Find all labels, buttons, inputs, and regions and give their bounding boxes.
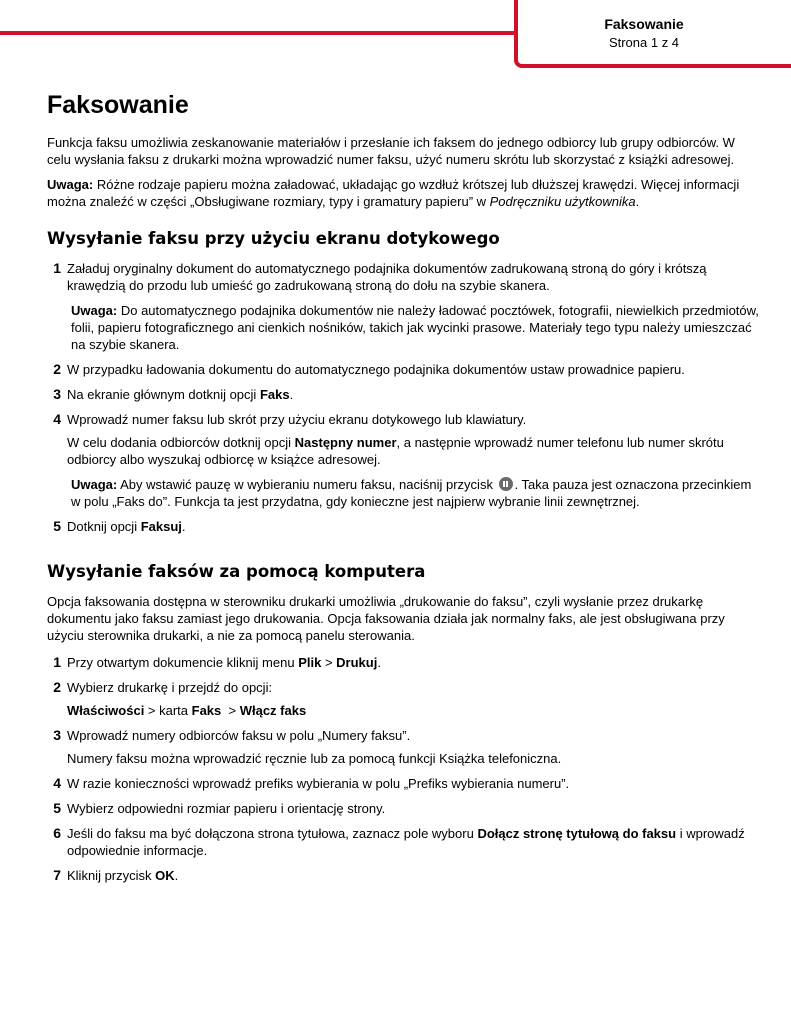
list-item	[47, 654, 759, 671]
step-number: 7	[53, 867, 61, 883]
list-item	[47, 518, 759, 535]
step-text	[67, 518, 759, 535]
note-text: Do automatycznego podajnika dokumentów nie należy ładować pocztówek, fotografii, niewielkich przedmiotów, folii, papieru fotograficznego ani cienkich nośników, takich jak wycinki prasowe. Materiały tego typu należy umieszczać na szybie skanera.	[71, 303, 759, 352]
subtext-pre: W celu dodania odbiorców dotknij opcji	[67, 435, 295, 450]
list-item	[47, 679, 759, 719]
step-text: W przypadku ładowania dokumentu do automatycznego podajnika dokumentów ustaw prowadnice papieru.	[67, 362, 685, 377]
step-note	[67, 476, 759, 510]
menu-drukuj: Drukuj	[336, 655, 378, 670]
step-text: W razie konieczności wprowadź prefiks wybierania w polu „Prefiks wybierania numeru”.	[67, 776, 570, 791]
step-text-pre: Na ekranie głównym dotknij opcji	[67, 387, 260, 402]
step-text-bold: OK	[155, 868, 175, 883]
step-number: 6	[53, 825, 61, 841]
step-number: 2	[53, 361, 61, 377]
intro-paragraph: Funkcja faksu umożliwia zeskanowanie materiałów i przesłanie ich faksem do jednego odbiorcy lub grupy odbiorców. W celu wysłania faksu z drukarki można wprowadzić numer faksu, użyć numeru skrótu lub skorzystać z książki adresowej.	[47, 135, 735, 167]
step-text-post: i wprowadź odpowiednie informacje.	[67, 826, 745, 858]
header-box	[514, 0, 791, 68]
page-title: Faksowanie	[47, 91, 189, 119]
document-body	[47, 88, 759, 892]
note-text-pre: Aby wstawić pauzę w wybieraniu numeru faksu, naciśnij przycisk	[117, 477, 497, 492]
step-text: Wybierz odpowiedni rozmiar papieru i orientację strony.	[67, 801, 386, 816]
header-rule	[0, 31, 517, 35]
step-number: 2	[53, 679, 61, 695]
step-subtext: Numery faksu można wprowadzić ręcznie lub za pomocą funkcji Książka telefoniczna.	[67, 751, 562, 766]
section-touchscreen	[47, 228, 759, 535]
step-number: 4	[53, 775, 61, 791]
step-text	[67, 386, 759, 403]
step-text	[67, 867, 759, 884]
step-text: Załaduj oryginalny dokument do automatycznego podajnika dokumentów zadrukowaną stroną do góry i krótszą krawędzią do przodu lub umieść go zadrukowaną stroną do dołu na szybie skanera.	[67, 261, 707, 293]
path-enable-fax: Włącz faks	[239, 703, 307, 718]
list-item	[47, 386, 759, 403]
header-page-number: Strona 1 z 4	[608, 35, 680, 50]
pause-icon	[499, 477, 513, 491]
step-text-post: .	[377, 655, 381, 670]
path-properties: Właściwości	[67, 703, 145, 718]
list-item	[47, 825, 759, 859]
step-text-bold: Dołącz stronę tytułową do faksu	[477, 826, 677, 841]
subtext-post: , a następnie wprowadź numer telefonu lub numer skrótu odbiorcy albo wyszukaj odbiorcę w książce adresowej.	[67, 435, 724, 467]
step-text-pre: Dotknij opcji	[67, 519, 141, 534]
path-sep-1: > karta	[144, 703, 192, 718]
section-intro: Opcja faksowania dostępna w sterowniku drukarki umożliwia „drukowanie do faksu”, czyli wysłanie przez drukarkę dokumentu jako faksu zamiast jego drukowania. Opcja faksowania działa jak normalny faks, ale jest obsługiwana przy użyciu sterownika drukarki, a nie za pomocą panelu sterowania.	[47, 594, 725, 643]
header-title: Faksowanie	[604, 16, 684, 32]
note-label: Uwaga:	[71, 303, 118, 318]
note-label: Uwaga:	[47, 177, 94, 192]
path-sep-2: >	[221, 703, 240, 718]
note-end: .	[635, 194, 640, 209]
step-text-pre: Jeśli do faksu ma być dołączona strona tytułowa, zaznacz pole wyboru	[67, 826, 478, 841]
step-text-mid: >	[321, 655, 337, 670]
list-item	[47, 260, 759, 353]
note-link-text: Podręczniku użytkownika	[489, 194, 636, 209]
step-number: 5	[53, 518, 61, 534]
section-heading: Wysyłanie faksów za pomocą komputera	[47, 562, 426, 581]
step-text	[67, 825, 759, 859]
step-number: 4	[53, 411, 61, 427]
path-fax-tab: Faks	[191, 703, 222, 718]
step-number: 3	[53, 727, 61, 743]
step-text-post: .	[289, 387, 294, 402]
step-subtext	[67, 434, 759, 468]
note-text-post: . Taka pauza jest oznaczona przecinkiem w polu „Faks do”. Funkcja ta jest przydatna, gdy konieczne jest najpierw wybranie linii zewnętrznej.	[71, 477, 752, 509]
menu-plik: Plik	[298, 655, 322, 670]
step-number: 1	[53, 260, 61, 276]
list-item	[47, 727, 759, 767]
subtext-bold: Następny numer	[294, 435, 397, 450]
step-text-bold: Faks	[259, 387, 290, 402]
list-item	[47, 775, 759, 792]
step-text: Wprowadź numer faksu lub skrót przy użyciu ekranu dotykowego lub klawiatury.	[67, 412, 527, 427]
intro-note	[47, 176, 759, 210]
step-text-post: .	[174, 868, 179, 883]
list-item	[47, 361, 759, 378]
note-text: Różne rodzaje papieru można załadować, układając go wzdłuż krótszej lub dłuższej krawędzi. Więcej informacji można znaleźć w części „Obsługiwane rozmiary, typy i gramatury papieru” w	[47, 177, 740, 209]
section-computer	[47, 561, 759, 884]
step-text: Wprowadź numery odbiorców faksu w polu „Numery faksu”.	[67, 728, 411, 743]
step-text-bold: Faksuj	[140, 519, 182, 534]
step-text: Wybierz drukarkę i przejdź do opcji:	[67, 680, 273, 695]
list-item	[47, 800, 759, 817]
list-item	[47, 411, 759, 510]
step-number: 1	[53, 654, 61, 670]
step-text	[67, 654, 759, 671]
list-item	[47, 867, 759, 884]
step-menu-path	[67, 702, 759, 719]
step-text-pre: Kliknij przycisk	[67, 868, 156, 883]
note-label: Uwaga:	[71, 477, 118, 492]
step-text-post: .	[181, 519, 186, 534]
step-number: 3	[53, 386, 61, 402]
section-heading: Wysyłanie faksu przy użyciu ekranu dotykowego	[47, 229, 500, 248]
step-number: 5	[53, 800, 61, 816]
step-note	[67, 302, 759, 353]
step-text-pre: Przy otwartym dokumencie kliknij menu	[67, 655, 299, 670]
